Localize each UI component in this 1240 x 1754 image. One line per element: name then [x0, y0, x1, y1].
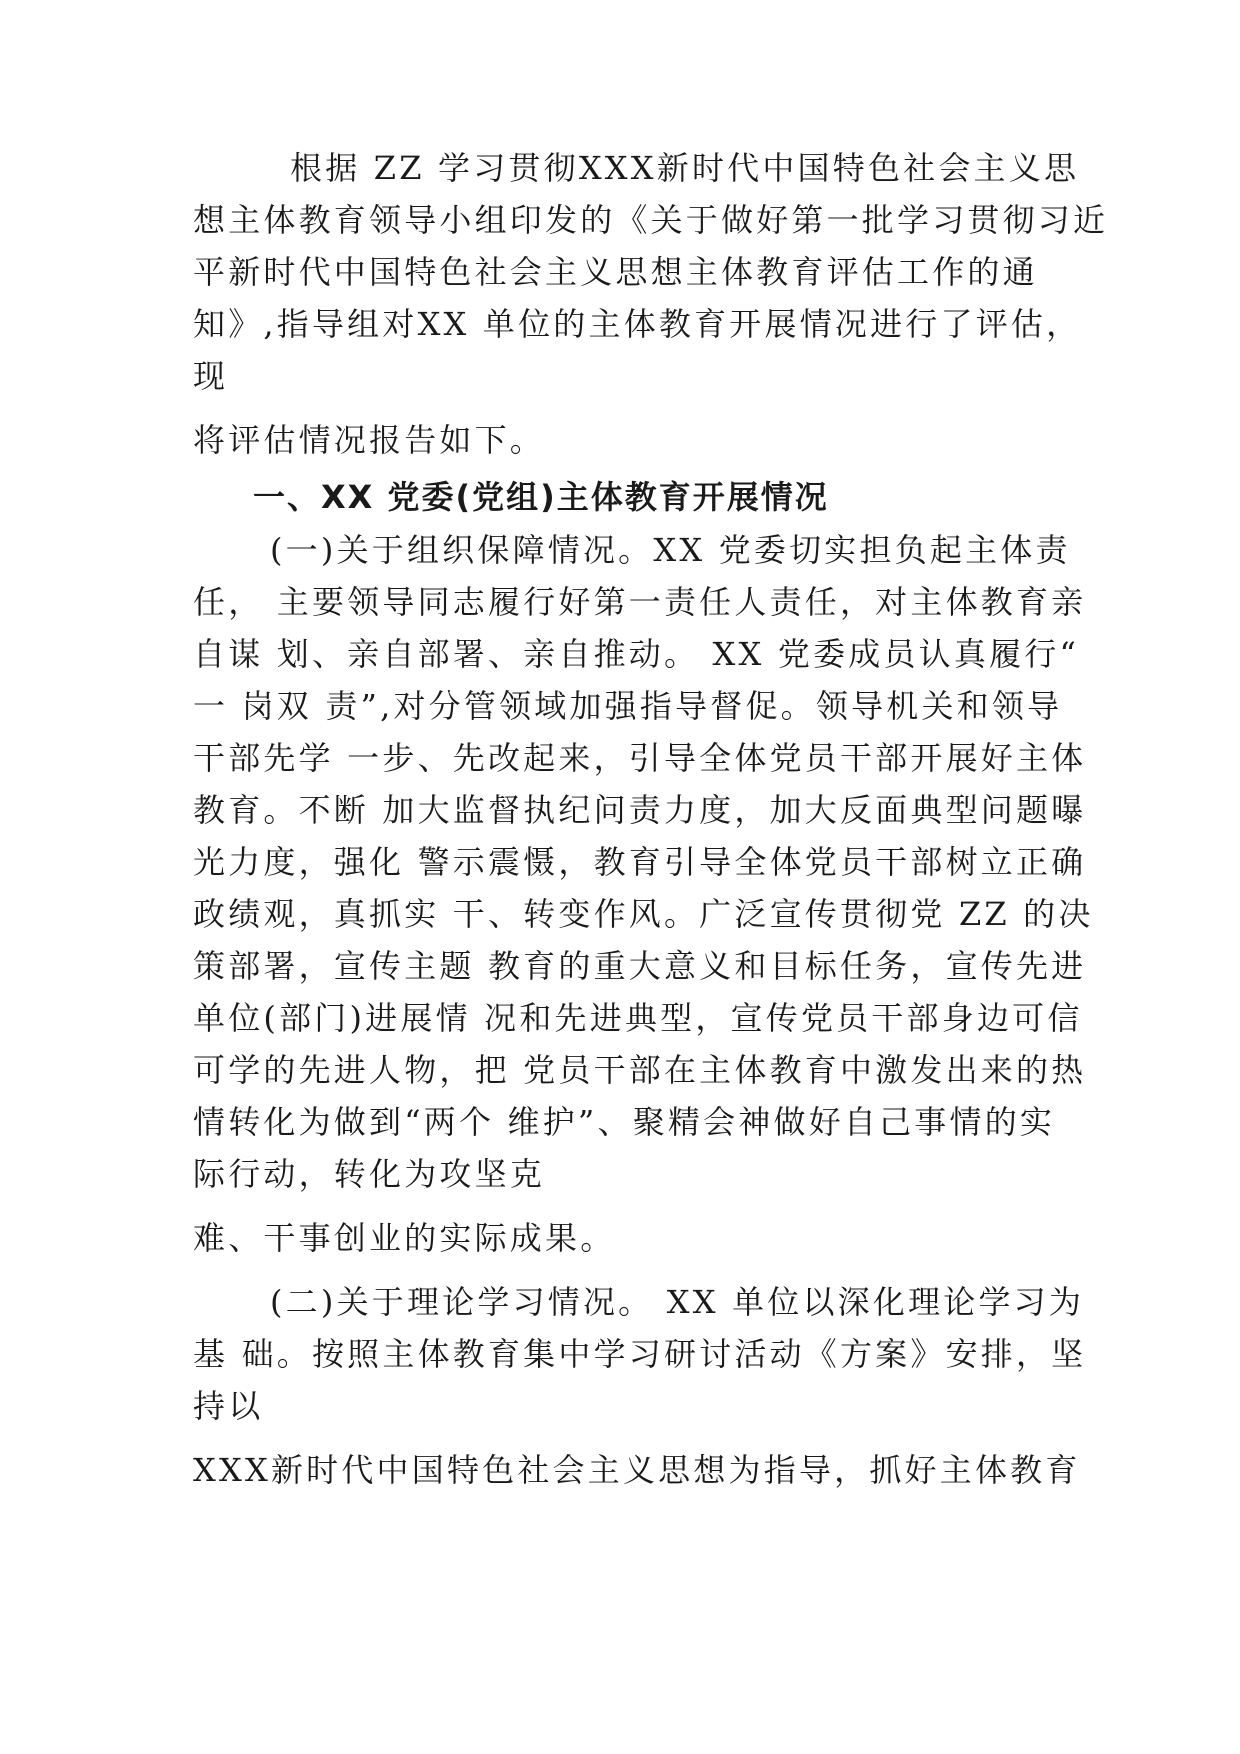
- paragraph-2-line: 情转化为做到“两个 维护”、聚精会神做好自己事情的实: [193, 1103, 1056, 1141]
- paragraph-3-line: 持以: [193, 1387, 264, 1425]
- paragraph-2-line: 单位(部门)进展情 况和先进典型，宣传党员干部身边可信: [193, 999, 1083, 1037]
- paragraph-2-line: 可学的先进人物，把 党员干部在主体教育中激发出来的热: [193, 1051, 1087, 1089]
- paragraph-1-line: 想主体教育领导小组印发的《关于做好第一批学习贯彻习近: [193, 201, 1109, 239]
- paragraph-2-line: 光力度，强化 警示震慑，教育引导全体党员干部树立正确: [193, 843, 1087, 881]
- paragraph-2-line: (一)关于组织保障情况。XX 党委切实担负起主体责: [270, 531, 1071, 569]
- paragraph-2-line: 任， 主要领导同志履行好第一责任人责任，对主体教育亲: [193, 583, 1087, 621]
- paragraph-2-line: 策部署，宣传主题 教育的重大意义和目标任务，宣传先进: [193, 947, 1087, 985]
- section-heading: 一、XX 党委(党组)主体教育开展情况: [253, 478, 829, 516]
- paragraph-2-line: 教育。不断 加大监督执纪问责力度，加大反面典型问题曝: [193, 791, 1087, 829]
- paragraph-2-line: 难、干事创业的实际成果。: [193, 1219, 616, 1257]
- paragraph-1-line: 根据 ZZ 学习贯彻XXX新时代中国特色社会主义思: [290, 149, 1080, 187]
- paragraph-2-line: 自谋 划、亲自部署、亲自推动。 XX 党委成员认真履行“: [193, 635, 1080, 673]
- paragraph-2-line: 政绩观，真抓实 干、转变作风。广泛宣传贯彻党 ZZ 的决: [193, 895, 1094, 933]
- paragraph-1-line: 知》,指导组对XX 单位的主体教育开展情况进行了评估，: [193, 305, 1082, 343]
- paragraph-1-line: 将评估情况报告如下。: [193, 421, 546, 459]
- paragraph-1-line: 平新时代中国特色社会主义思想主体教育评估工作的通: [193, 253, 1038, 291]
- paragraph-2-line: 一 岗双 责”,对分管领域加强指导督促。领导机关和领导: [193, 687, 1063, 725]
- paragraph-3-line: (二)关于理论学习情况。 XX 单位以深化理论学习为: [270, 1283, 1085, 1321]
- paragraph-2-line: 干部先学 一步、先改起来，引导全体党员干部开展好主体: [193, 739, 1087, 777]
- paragraph-2-line: 际行动，转化为攻坚克: [193, 1155, 546, 1193]
- paragraph-3-line: 基 础。按照主体教育集中学习研讨活动《方案》安排，坚: [193, 1335, 1087, 1373]
- paragraph-3-line: XXX新时代中国特色社会主义思想为指导，抓好主体教育: [193, 1451, 1081, 1489]
- paragraph-1-line: 现: [193, 357, 229, 395]
